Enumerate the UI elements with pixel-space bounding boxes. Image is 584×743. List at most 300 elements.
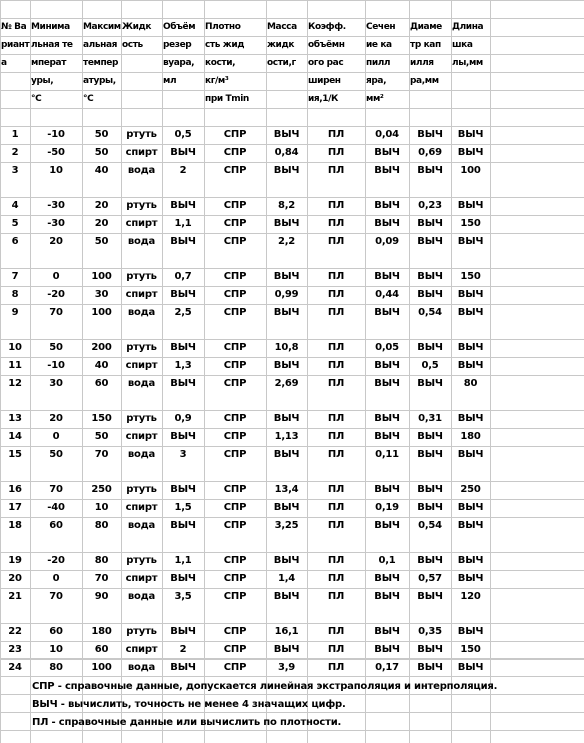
table-cell: ПЛ (327, 591, 345, 602)
table-cell: 250 (460, 484, 481, 495)
table-cell: ВЫЧ (273, 165, 300, 176)
table-cell: ВЫЧ (273, 218, 300, 229)
header-cell: ого рас (308, 58, 344, 68)
table-cell: 1,3 (174, 360, 192, 371)
table-cell: ВЫЧ (417, 431, 443, 442)
table-cell: 0,54 (418, 520, 442, 531)
table-cell: спирт (125, 218, 158, 229)
table-cell: 70 (49, 307, 63, 318)
table-cell: 80 (463, 378, 478, 389)
table-cell: 20 (94, 200, 109, 211)
table-cell: 2 (179, 644, 187, 655)
header-cell: объёмн (308, 40, 345, 50)
table-cell: 20 (94, 218, 109, 229)
variant-number-cell: 8 (11, 289, 19, 300)
table-cell: вода (127, 662, 156, 673)
table-cell: 180 (91, 626, 112, 637)
header-cell (121, 72, 162, 90)
header-cell: лы,мм (452, 58, 483, 68)
table-cell: 2,2 (277, 236, 296, 247)
header-cell: сть жид (205, 40, 245, 50)
table-cell: спирт (125, 289, 158, 300)
table-cell: вода (127, 307, 156, 318)
table-cell: 200 (91, 342, 112, 353)
table-cell: ВЫЧ (374, 644, 400, 655)
table-cell: ПЛ (327, 626, 345, 637)
table-cell: 50 (49, 342, 63, 353)
table-cell: 0,23 (418, 200, 442, 211)
variant-number-cell: 6 (11, 236, 19, 247)
table-cell: ВЫЧ (417, 555, 443, 566)
table-cell: 0,09 (375, 236, 399, 247)
header-cell: ость (122, 40, 143, 50)
table-cell: ВЫЧ (170, 147, 196, 158)
table-cell: ВЫЧ (374, 218, 400, 229)
table-cell: СПР (223, 378, 247, 389)
header-cell: илля (410, 58, 434, 68)
variant-number-cell: 4 (11, 200, 19, 211)
table-cell: ПЛ (327, 662, 345, 673)
table-cell: -30 (47, 200, 65, 211)
table-cell: 100 (91, 271, 112, 282)
header-cell: жидк (267, 40, 295, 50)
table-cell: ВЫЧ (170, 200, 196, 211)
table-cell: спирт (125, 573, 158, 584)
table-cell: вода (127, 520, 156, 531)
table-cell: СПР (223, 165, 247, 176)
table-cell: 70 (94, 573, 109, 584)
table-cell: СПР (223, 484, 247, 495)
table-cell: ВЫЧ (417, 236, 443, 247)
table-cell: ВЫЧ (417, 165, 443, 176)
table-cell: 40 (94, 165, 109, 176)
table-cell: 250 (91, 484, 112, 495)
table-cell: 0,84 (274, 147, 299, 158)
table-cell: ВЫЧ (374, 271, 400, 282)
table-cell: 40 (94, 360, 109, 371)
table-cell: 0,31 (418, 413, 442, 424)
table-cell: СПР (223, 129, 247, 140)
table-cell: 2,69 (274, 378, 299, 389)
table-cell: ВЫЧ (170, 484, 196, 495)
table-cell: 3,5 (174, 591, 192, 602)
header-cell: вуара, (163, 58, 195, 68)
table-cell: 0 (52, 271, 60, 282)
table-cell: ртуть (126, 555, 157, 566)
header-cell: Масса (267, 22, 297, 32)
table-cell: 0,04 (375, 129, 399, 140)
variant-number-cell: 2 (11, 147, 19, 158)
table-cell: ВЫЧ (170, 378, 196, 389)
header-cell: Плотно (205, 22, 241, 32)
variant-number-cell: 20 (8, 573, 22, 584)
table-cell: ПЛ (327, 200, 345, 211)
table-cell: ВЫЧ (374, 360, 400, 371)
table-cell: ВЫЧ (374, 307, 400, 318)
table-cell: ВЫЧ (417, 484, 443, 495)
table-cell: 8,2 (277, 200, 296, 211)
table-cell: ПЛ (327, 360, 345, 371)
table-cell: ВЫЧ (273, 449, 300, 460)
variant-number-cell: 15 (8, 449, 22, 460)
header-cell: ра,мм (410, 76, 439, 86)
header-cell (121, 54, 162, 72)
header-cell: шка (452, 40, 473, 50)
table-cell: ВЫЧ (170, 520, 196, 531)
table-cell: ПЛ (327, 644, 345, 655)
header-cell: мм² (366, 94, 384, 104)
variant-number-cell: 10 (8, 342, 22, 353)
table-cell: СПР (223, 626, 247, 637)
table-cell: ВЫЧ (170, 662, 196, 673)
table-cell: 0,54 (418, 307, 442, 318)
table-cell: ПЛ (327, 484, 345, 495)
table-cell: спирт (125, 431, 158, 442)
variant-number-cell: 9 (11, 307, 19, 318)
header-cell: кости, (205, 58, 236, 68)
table-cell: 0 (52, 573, 60, 584)
table-cell: -20 (47, 555, 65, 566)
table-cell: 10 (94, 502, 109, 513)
table-cell: 90 (94, 591, 109, 602)
table-cell: ВЫЧ (417, 271, 443, 282)
table-cell: -40 (47, 502, 65, 513)
table-cell: 60 (94, 644, 109, 655)
header-cell (451, 90, 490, 108)
variant-number-cell: 7 (11, 271, 19, 282)
header-cell: Диаме (410, 22, 442, 32)
header-cell: ширен (308, 76, 341, 86)
table-cell: ПЛ (327, 431, 345, 442)
table-cell: 3,25 (274, 520, 299, 531)
header-cell: при Tmin (205, 94, 249, 104)
table-cell: ВЫЧ (457, 147, 484, 158)
table-cell: ВЫЧ (374, 431, 400, 442)
table-cell: СПР (223, 289, 247, 300)
table-cell: ВЫЧ (170, 573, 196, 584)
variant-number-cell: 18 (8, 520, 22, 531)
table-cell: ВЫЧ (457, 626, 484, 637)
table-cell: ВЫЧ (417, 502, 443, 513)
variant-number-cell: 21 (8, 591, 22, 602)
legend-note: СПР - справочные данные, допускается линейная экстраполяция и интерполяция. (32, 681, 498, 692)
table-cell: вода (127, 449, 156, 460)
table-cell: СПР (223, 200, 247, 211)
table-cell: ВЫЧ (273, 555, 300, 566)
table-cell: ВЫЧ (374, 626, 400, 637)
table-cell: СПР (223, 591, 247, 602)
table-cell: 0,1 (378, 555, 396, 566)
table-cell: ВЫЧ (374, 413, 400, 424)
table-cell: 50 (94, 431, 109, 442)
table-cell: -10 (47, 129, 65, 140)
table-cell: ВЫЧ (457, 520, 484, 531)
table-cell: вода (127, 591, 156, 602)
header-cell: тр кап (410, 40, 441, 50)
table-cell: 100 (91, 307, 112, 318)
table-cell: 100 (91, 662, 112, 673)
table-cell: ВЫЧ (170, 431, 196, 442)
header-cell (162, 90, 204, 108)
table-cell: ВЫЧ (417, 289, 443, 300)
header-cell: ости,г (267, 58, 296, 68)
header-cell: темпер (83, 58, 119, 68)
table-cell: ВЫЧ (417, 129, 443, 140)
table-cell: 1,4 (277, 573, 296, 584)
header-cell: °С (83, 94, 94, 104)
table-cell: 0 (52, 431, 60, 442)
table-cell: 100 (460, 165, 481, 176)
table-cell: ВЫЧ (457, 289, 484, 300)
table-cell: СПР (223, 449, 247, 460)
table-cell: 2,5 (174, 307, 192, 318)
table-cell: 3,9 (277, 662, 296, 673)
header-cell: Сечен (366, 22, 396, 32)
table-cell: ПЛ (327, 413, 345, 424)
variant-number-cell: 13 (8, 413, 22, 424)
table-cell: ВЫЧ (374, 165, 400, 176)
table-cell: вода (127, 165, 156, 176)
header-cell: яра, (366, 76, 387, 86)
table-cell: 13,4 (274, 484, 299, 495)
table-cell: ртуть (126, 413, 157, 424)
table-cell: ПЛ (327, 502, 345, 513)
header-cell: кг/м³ (205, 76, 229, 86)
table-cell: ВЫЧ (273, 413, 300, 424)
table-cell: ВЫЧ (457, 502, 484, 513)
table-cell: ВЫЧ (273, 502, 300, 513)
table-cell: ВЫЧ (457, 413, 484, 424)
table-cell: СПР (223, 147, 247, 158)
variant-number-cell: 11 (8, 360, 22, 371)
header-cell (266, 90, 307, 108)
table-cell: СПР (223, 431, 247, 442)
table-cell: ВЫЧ (417, 378, 443, 389)
header-cell: уры, (31, 76, 54, 86)
table-cell: 0,44 (375, 289, 399, 300)
table-cell: СПР (223, 342, 247, 353)
table-cell: ВЫЧ (170, 626, 196, 637)
table-cell: ВЫЧ (170, 289, 196, 300)
header-cell (0, 90, 30, 108)
table-cell: СПР (223, 413, 247, 424)
header-cell (121, 90, 162, 108)
table-cell: ВЫЧ (374, 573, 400, 584)
header-cell (409, 90, 451, 108)
table-cell: -10 (47, 360, 65, 371)
header-cell: пилл (366, 58, 391, 68)
table-cell: ВЫЧ (273, 271, 300, 282)
table-cell: ПЛ (327, 165, 345, 176)
table-cell: 180 (460, 431, 481, 442)
table-cell: 60 (49, 520, 63, 531)
table-cell: 10,8 (274, 342, 299, 353)
variant-number-cell: 5 (11, 218, 19, 229)
table-cell: 0,5 (421, 360, 439, 371)
table-cell: 2 (179, 165, 187, 176)
table-cell: ВЫЧ (417, 662, 443, 673)
table-cell: 20 (49, 413, 63, 424)
table-cell: ртуть (126, 484, 157, 495)
table-cell: ВЫЧ (417, 449, 443, 460)
table-cell: 0,05 (375, 342, 399, 353)
table-cell: ПЛ (327, 555, 345, 566)
table-cell: СПР (223, 662, 247, 673)
table-cell: 50 (94, 129, 109, 140)
variant-number-cell: 17 (8, 502, 22, 513)
table-cell: спирт (125, 360, 158, 371)
legend-note: ПЛ - справочные данные или вычислить по плотности. (32, 717, 342, 728)
table-cell: СПР (223, 218, 247, 229)
table-cell: ВЫЧ (457, 236, 484, 247)
table-cell: ПЛ (327, 236, 345, 247)
table-cell: ВЫЧ (457, 342, 484, 353)
variant-number-cell: 23 (8, 644, 22, 655)
table-cell: 0,57 (418, 573, 442, 584)
table-cell: 1,13 (274, 431, 299, 442)
table-cell: ВЫЧ (273, 644, 300, 655)
table-cell: ртуть (126, 271, 157, 282)
table-cell: ВЫЧ (457, 307, 484, 318)
header-cell: мл (163, 76, 177, 86)
table-cell: 0,99 (274, 289, 299, 300)
header-cell: мперат (31, 58, 67, 68)
table-cell: ПЛ (327, 271, 345, 282)
table-cell: 150 (460, 271, 481, 282)
variant-number-cell: 1 (11, 129, 19, 140)
table-cell: 1,1 (174, 555, 192, 566)
table-cell: 16,1 (274, 626, 299, 637)
header-cell: Жидк (122, 22, 152, 32)
table-cell: ВЫЧ (417, 591, 443, 602)
table-cell: СПР (223, 360, 247, 371)
table-cell: 10 (49, 165, 63, 176)
table-cell: ВЫЧ (457, 360, 484, 371)
table-cell: 0,19 (375, 502, 399, 513)
table-cell: ВЫЧ (170, 236, 196, 247)
table-cell: 0,5 (174, 129, 192, 140)
grid-column-line (490, 0, 491, 743)
table-cell: 80 (94, 555, 109, 566)
header-cell: риант (1, 40, 30, 50)
variant-number-cell: 12 (8, 378, 22, 389)
header-cell: Максим (83, 22, 121, 32)
header-cell: резер (163, 40, 192, 50)
variant-number-cell: 16 (8, 484, 22, 495)
table-cell: 70 (49, 591, 63, 602)
table-cell: 80 (49, 662, 63, 673)
table-cell: 30 (49, 378, 63, 389)
variant-number-cell: 24 (8, 662, 22, 673)
header-cell (266, 72, 307, 90)
table-cell: ВЫЧ (374, 484, 400, 495)
table-cell: ВЫЧ (457, 555, 484, 566)
table-cell: ПЛ (327, 520, 345, 531)
header-cell: льная те (31, 40, 73, 50)
table-cell: ВЫЧ (457, 662, 484, 673)
table-cell: ВЫЧ (457, 129, 484, 140)
table-cell: ртуть (126, 342, 157, 353)
table-cell: 50 (94, 236, 109, 247)
table-cell: вода (127, 236, 156, 247)
table-cell: ВЫЧ (170, 342, 196, 353)
table-cell: ПЛ (327, 289, 345, 300)
legend-note: ВЫЧ - вычислить, точность не менее 4 значащих цифр. (32, 699, 346, 710)
table-cell: ВЫЧ (273, 591, 300, 602)
table-cell: 150 (460, 218, 481, 229)
header-cell: атуры, (83, 76, 116, 86)
table-cell: 0,7 (174, 271, 192, 282)
table-cell: спирт (125, 502, 158, 513)
table-cell: 3 (179, 449, 187, 460)
table-cell: 120 (460, 591, 481, 602)
table-cell: ВЫЧ (374, 378, 400, 389)
table-cell: 60 (49, 626, 63, 637)
table-cell: СПР (223, 502, 247, 513)
table-cell: ПЛ (327, 449, 345, 460)
table-cell: ртуть (126, 200, 157, 211)
table-cell: 0,17 (375, 662, 399, 673)
table-cell: ПЛ (327, 218, 345, 229)
table-cell: ВЫЧ (457, 449, 484, 460)
table-cell: спирт (125, 644, 158, 655)
table-cell: 50 (94, 147, 109, 158)
table-cell: ПЛ (327, 307, 345, 318)
table-cell: -20 (47, 289, 65, 300)
header-cell: Коэфф. (308, 22, 346, 32)
table-cell: СПР (223, 573, 247, 584)
table-cell: 0,11 (375, 449, 399, 460)
header-cell: а (1, 58, 7, 68)
table-cell: ВЫЧ (457, 573, 484, 584)
table-cell: 70 (94, 449, 109, 460)
header-cell: Объём (163, 22, 196, 32)
table-cell: спирт (125, 147, 158, 158)
table-cell: ВЫЧ (273, 360, 300, 371)
header-cell: Длина (452, 22, 484, 32)
table-cell: СПР (223, 520, 247, 531)
header-cell: ие ка (366, 40, 392, 50)
table-cell: СПР (223, 307, 247, 318)
table-cell: 10 (49, 644, 63, 655)
table-cell: 1,5 (174, 502, 192, 513)
header-cell (0, 72, 30, 90)
table-cell: ВЫЧ (374, 147, 400, 158)
table-cell: -30 (47, 218, 65, 229)
table-cell: -50 (47, 147, 65, 158)
table-cell: вода (127, 378, 156, 389)
table-cell: СПР (223, 644, 247, 655)
header-cell: альная (83, 40, 118, 50)
table-cell: ВЫЧ (417, 218, 443, 229)
table-cell: ВЫЧ (374, 591, 400, 602)
table-cell: 50 (49, 449, 63, 460)
table-cell: 1,1 (174, 218, 192, 229)
table-cell: 150 (91, 413, 112, 424)
table-cell: ртуть (126, 129, 157, 140)
table-cell: ВЫЧ (417, 644, 443, 655)
table-cell: ВЫЧ (417, 342, 443, 353)
variant-number-cell: 22 (8, 626, 22, 637)
table-cell: 0,69 (418, 147, 442, 158)
table-cell: 60 (94, 378, 109, 389)
variant-number-cell: 14 (8, 431, 22, 442)
table-cell: 150 (460, 644, 481, 655)
table-cell: ПЛ (327, 378, 345, 389)
header-cell: °С (31, 94, 42, 104)
table-cell: 30 (94, 289, 109, 300)
header-cell: № Ва (1, 22, 27, 32)
